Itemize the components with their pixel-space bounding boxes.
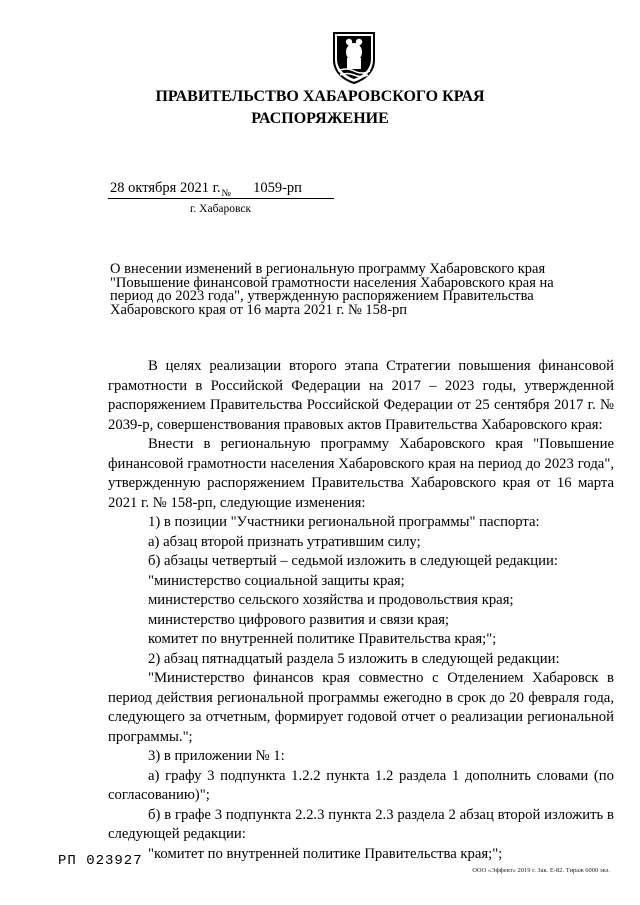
- list-item-1: 1) в позиции "Участники региональной программы" паспорта:: [148, 514, 540, 530]
- document-number: 1059-рп: [253, 180, 302, 196]
- list-item-3: 3) в приложении № 1:: [148, 748, 285, 764]
- list-item-3b: б) в графе 3 подпункта 2.2.3 пункта 2.3 раздела 2 абзац второй изложить в следующей редакции:: [108, 806, 614, 842]
- quoted-line: министерство цифрового развития и связи края;: [148, 611, 450, 628]
- document-date: 28 октября 2021 г.: [110, 180, 221, 196]
- title-line: "Повышение финансовой грамотности населения Хабаровского края на: [110, 274, 554, 291]
- form-serial-number: РП 023927: [58, 853, 143, 869]
- document-body: [108, 357, 614, 864]
- quoted-line: "комитет по внутренней политике Правительства края;";: [148, 845, 503, 862]
- coat-of-arms-icon: [330, 30, 378, 84]
- organization-name: ПРАВИТЕЛЬСТВО ХАБАРОВСКОГО КРАЯ: [155, 88, 485, 105]
- printer-imprint: ООО «Эффект» 2019 г. Зак. Е-82. Тираж 6000 экз.: [472, 867, 610, 874]
- list-item-2: 2) абзац пятнадцатый раздела 5 изложить в следующей редакции:: [148, 650, 560, 667]
- quoted-paragraph: "Министерство финансов края совместно с Отделением Хабаровск в период действия региональной программы ежегодно в срок до 20 февраля года, следующего за отчетным, формирует годовой отчет о реализации региональной программы.";: [108, 670, 614, 745]
- number-sign: №: [221, 188, 232, 199]
- registration-underline: [108, 198, 334, 199]
- title-line: период до 2023 года", утвержденную распоряжением Правительства: [110, 288, 534, 304]
- list-item-1a: а) абзац второй признать утратившим силу;: [148, 533, 421, 550]
- quoted-line: министерство сельского хозяйства и продовольствия края;: [148, 592, 514, 608]
- list-item-1b: б) абзацы четвертый – седьмой изложить в следующей редакции:: [148, 553, 558, 569]
- preamble-paragraph: В целях реализации второго этапа Стратегии повышения финансовой грамотности в Российской Федерации на 2017 – 2023 годы, утвержденной распоряжением Правительства Российской Федерации от 25 сентября 2017 г. № 2039-р, совершенствования правовых актов Правительства Хабаровского края:: [108, 358, 614, 433]
- main-instruction-paragraph: Внести в региональную программу Хабаровского края "Повышение финансовой грамотности населения Хабаровского края на период до 2023 года", утвержденную распоряжением Правительства Хабаровского края от 16 марта 2021 г. № 158-рп, следующие изменения:: [108, 436, 614, 511]
- quoted-line: комитет по внутренней политике Правительства края;";: [148, 631, 497, 647]
- issue-city: г. Хабаровск: [190, 203, 252, 215]
- document-type: РАСПОРЯЖЕНИЕ: [251, 110, 389, 127]
- document-title: [110, 263, 618, 317]
- quoted-line: "министерство социальной защиты края;: [148, 572, 405, 589]
- registration-line: [110, 180, 302, 199]
- list-item-3a: а) графу 3 подпункта 1.2.2 пункта 1.2 раздела 1 дополнить словами (по согласованию)";: [108, 767, 614, 803]
- title-line: Хабаровского края от 16 марта 2021 г. № 158-рп: [110, 301, 407, 318]
- title-line: О внесении изменений в региональную программу Хабаровского края: [110, 261, 546, 277]
